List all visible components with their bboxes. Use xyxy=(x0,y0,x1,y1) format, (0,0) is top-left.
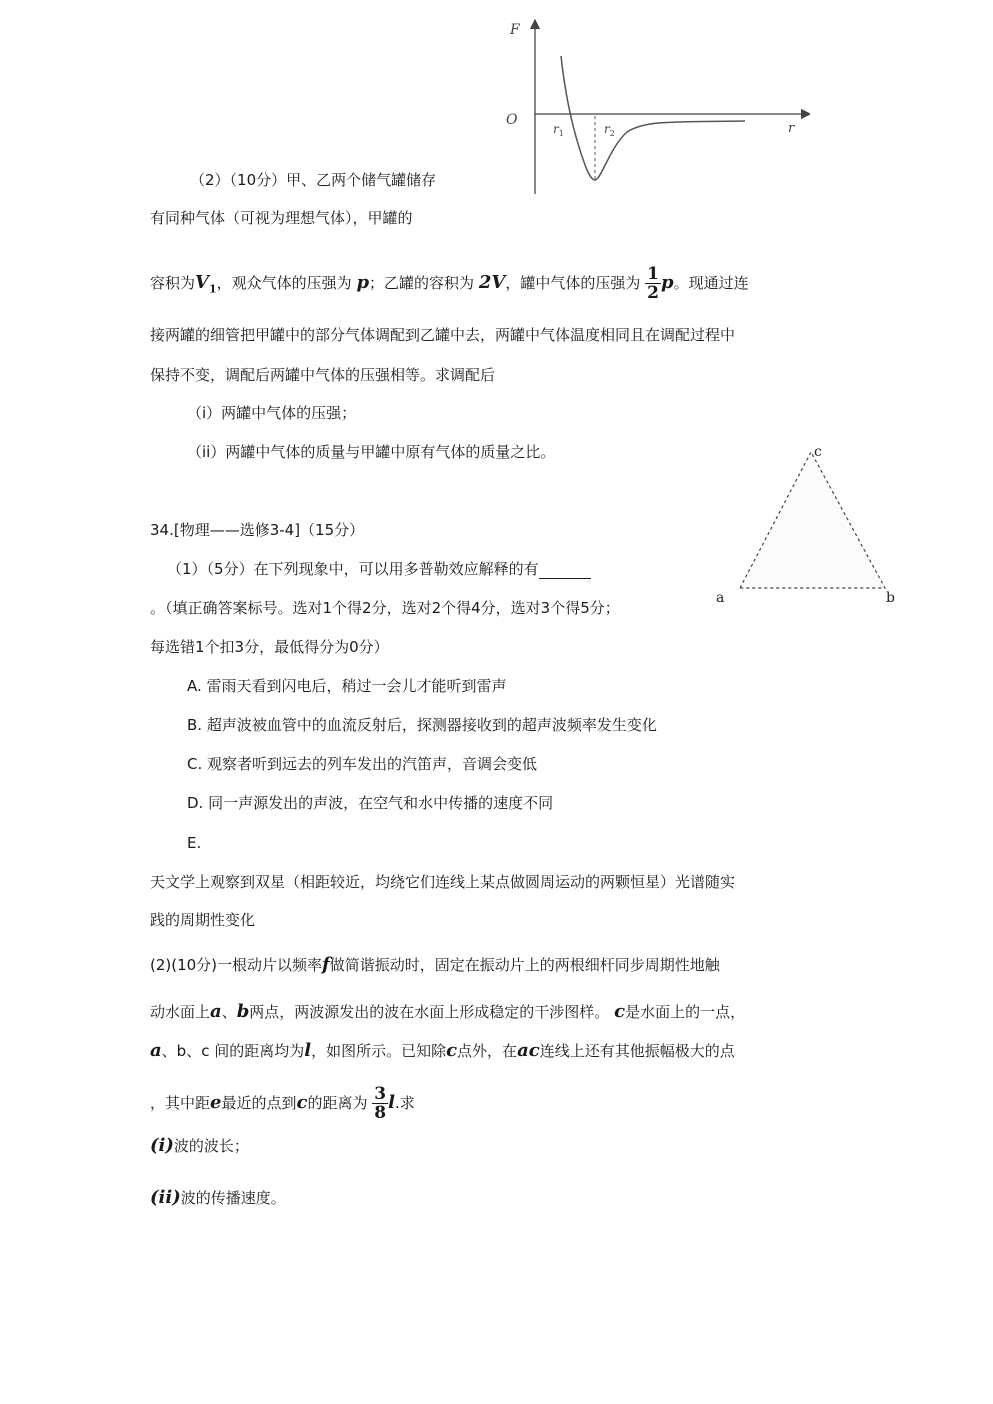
vertex-b-label: b xyxy=(886,590,895,606)
answer-blank[interactable] xyxy=(539,562,591,579)
option-c: C. 观察者听到远去的列车发出的汽笛声，音调会变低 xyxy=(187,755,538,773)
var-p: p xyxy=(356,272,370,293)
option-d: D. 同一声源发出的声波，在空气和水中传播的速度不同 xyxy=(187,794,554,812)
var-c-3: c xyxy=(296,1092,308,1113)
var-f: f xyxy=(322,954,330,975)
option-b: B. 超声波被血管中的血流反射后，探测器接收到的超声波频率发生变化 xyxy=(187,716,657,734)
f-axis-label: F xyxy=(510,22,520,38)
var-b: b xyxy=(236,1001,250,1022)
q34-part1-line2: 。（填正确答案标号。选对1个得2分，选对2个得4分，选对3个得5分； xyxy=(150,599,620,617)
var-v1: $V_1$ xyxy=(195,272,217,296)
var-l-2: l xyxy=(388,1092,395,1113)
triangle-abc xyxy=(740,452,885,588)
option-e-text-2: 践的周期性变化 xyxy=(150,911,256,929)
var-c: c xyxy=(614,1001,626,1022)
r1-label: $r_1$ xyxy=(553,122,564,138)
q33-2-line4: 接两罐的细管把甲罐中的部分气体调配到乙罐中去，两罐中气体温度相同且在调配过程中 xyxy=(150,326,736,344)
r-axis-label: r xyxy=(788,121,795,136)
var-p-2: p xyxy=(660,272,674,293)
q34-part2-line3: a、b、c 间的距离均为l，如图所示。已知除c点外，在ac连线上还有其他振幅极大的点 xyxy=(150,1040,735,1061)
r2-label: $r_2$ xyxy=(604,122,615,138)
q33-2-sub-ii: （ii）两罐中气体的质量与甲罐中原有气体的质量之比。 xyxy=(187,443,556,461)
sub-i-label: (i) xyxy=(150,1135,174,1156)
q34-part1-line1: （1）（5分）在下列现象中，可以用多普勒效应解释的有 xyxy=(167,559,591,579)
sub-ii-label: (ii) xyxy=(150,1187,181,1208)
var-l: l xyxy=(304,1040,312,1061)
vertex-a-label: a xyxy=(716,590,725,606)
force-distance-graph xyxy=(500,12,810,202)
var-e: e xyxy=(210,1092,222,1113)
option-e: E. xyxy=(187,834,202,852)
q34-part2-sub-ii: (ii)波的传播速度。 xyxy=(150,1187,286,1208)
var-a-2: a xyxy=(150,1040,162,1061)
option-e-text-1: 天文学上观察到双星（相距较近，均绕它们连线上某点做圆周运动的两颗恒星）光谱随实 xyxy=(150,873,736,891)
option-a: A. 雷雨天看到闪电后，稍过一会儿才能听到雷声 xyxy=(187,677,507,695)
q33-2-line2: 有同种气体（可视为理想气体），甲罐的 xyxy=(150,209,413,227)
q34-part1-line3: 每选错1个扣3分，最低得分为0分） xyxy=(150,638,389,656)
force-curve xyxy=(561,56,745,180)
vertex-c-label: c xyxy=(814,444,822,460)
q34-part2-line4: ，其中距e最近的点到c的距离为 $\frac{3}{8}$ l.求 xyxy=(150,1084,415,1123)
q34-title: 34.[物理——选修3-4]（15分） xyxy=(150,521,365,539)
q33-2-sub-i: （i）两罐中气体的压强； xyxy=(187,404,357,422)
q33-2-line1: （2）（10分）甲、乙两个储气罐储存 xyxy=(190,171,437,189)
origin-label: O xyxy=(506,112,518,128)
var-ac: ac xyxy=(517,1040,540,1061)
fraction-one-half: $\frac{1}{2}$ xyxy=(647,264,659,303)
fraction-three-eighths: $\frac{3}{8}$ xyxy=(374,1084,387,1123)
q33-2-line5: 保持不变，调配后两罐中气体的压强相等。求调配后 xyxy=(150,366,496,384)
var-2v: 2V xyxy=(478,272,506,293)
var-a: a xyxy=(210,1001,222,1022)
q34-part2-sub-i: (i)波的波长； xyxy=(150,1135,249,1156)
var-c-2: c xyxy=(446,1040,458,1061)
q34-part2-line1: (2)(10分)一根动片以频率f做简谐振动时，固定在振动片上的两根细杆同步周期性地触 xyxy=(150,954,720,975)
triangle-figure xyxy=(708,440,908,610)
q34-part2-line2: 动水面上a、b两点，两波源发出的波在水面上形成稳定的干涉图样。 c是水面上的一点， xyxy=(150,1001,746,1022)
q33-2-line3: 容积为$V_1$，观众气体的压强为 p；乙罐的容积为 2V，罐中气体的压强为 $\frac{1}{2}$ p。现通过连 xyxy=(150,264,749,303)
